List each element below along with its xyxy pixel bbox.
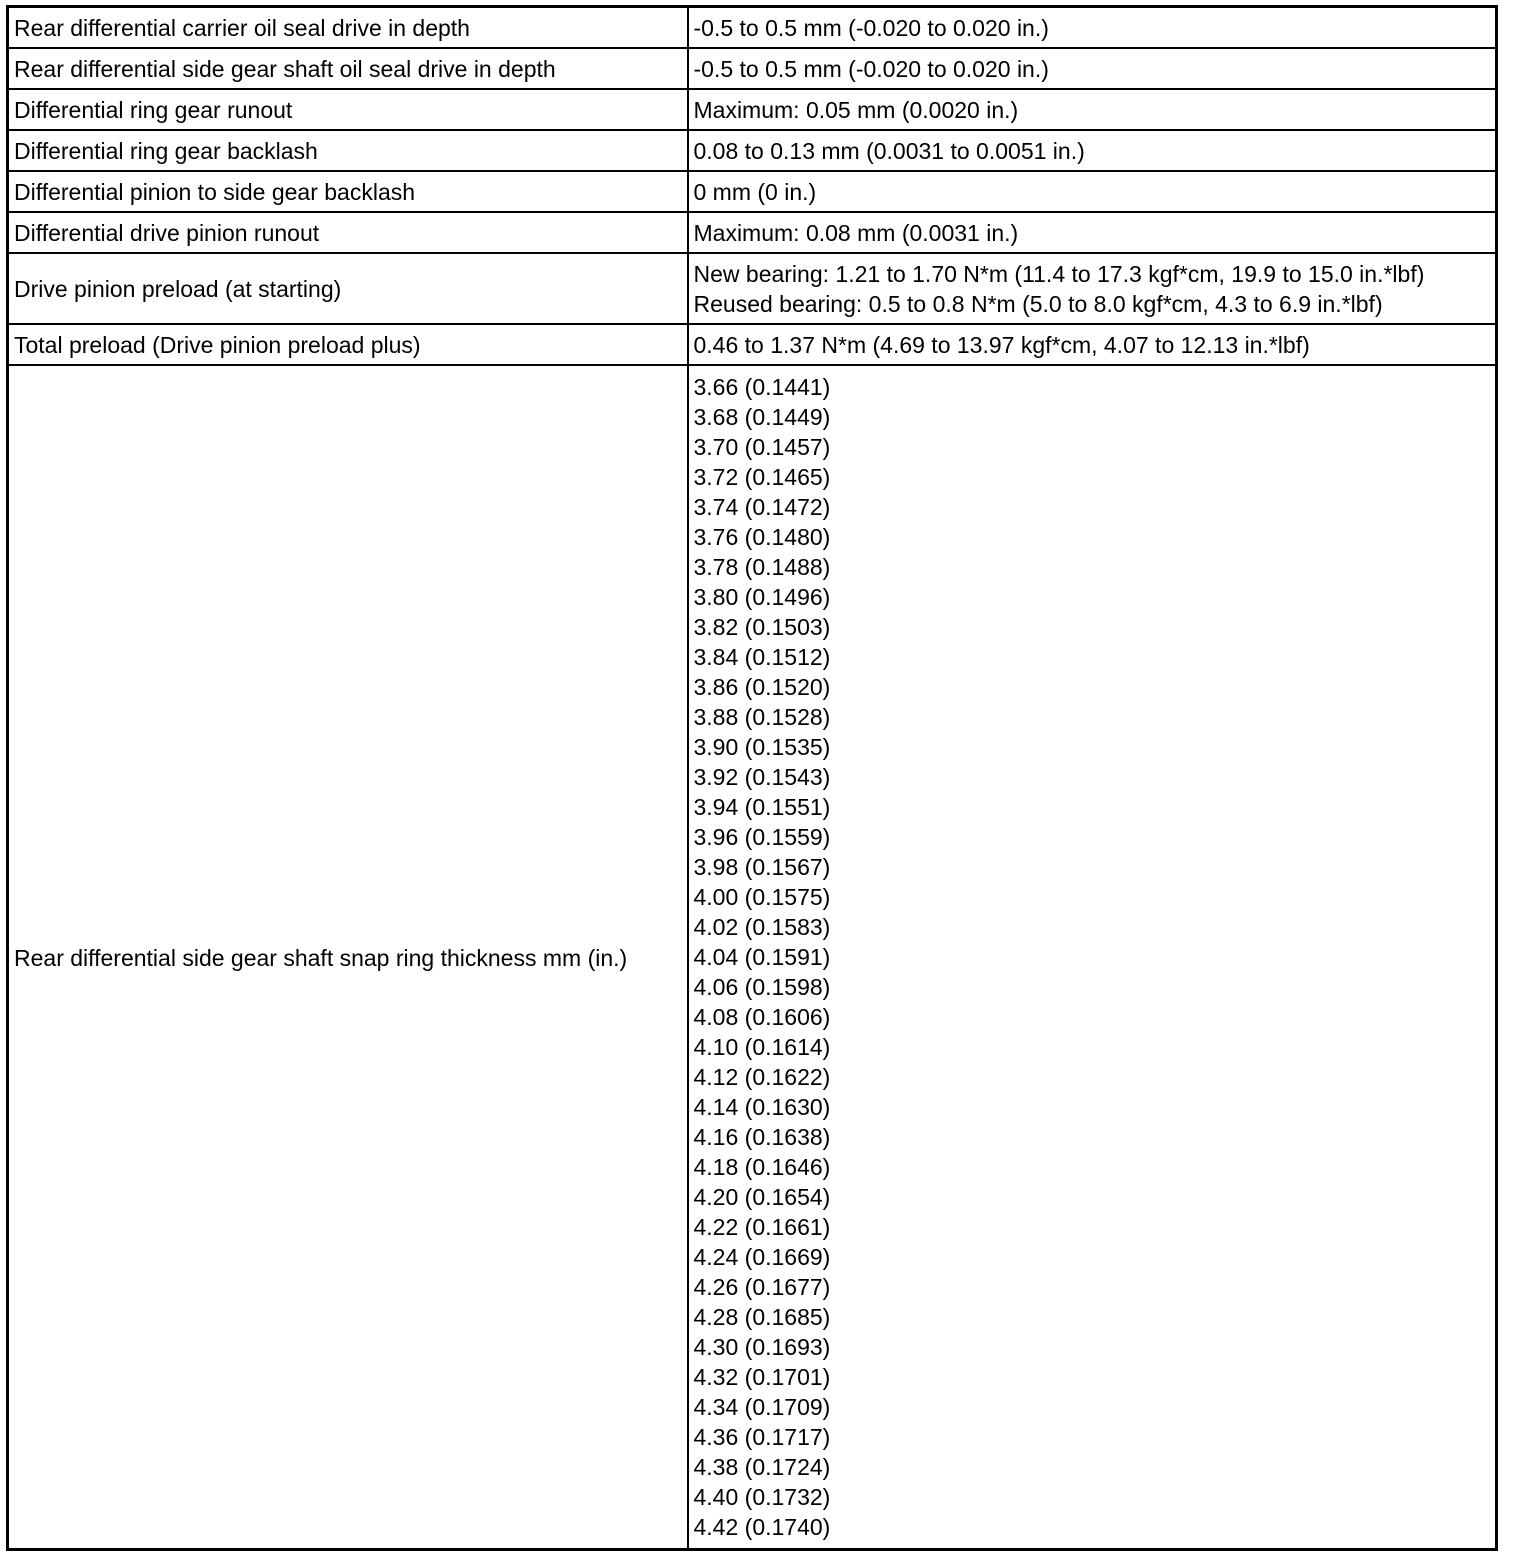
snap-ring-value: 3.90 (0.1535) <box>693 734 831 760</box>
snap-ring-value: 4.18 (0.1646) <box>693 1154 831 1180</box>
snap-ring-value: 3.88 (0.1528) <box>693 704 831 730</box>
snap-ring-thickness-list <box>688 365 1497 1550</box>
snap-ring-value: 3.80 (0.1496) <box>693 584 831 610</box>
snap-ring-value: 4.40 (0.1732) <box>693 1484 831 1510</box>
snap-ring-value: 3.74 (0.1472) <box>693 494 831 520</box>
preload-new-bearing: New bearing: 1.21 to 1.70 N*m (11.4 to 17.3 kgf*cm, 19.9 to 15.0 in.*lbf) <box>693 261 1425 287</box>
snap-ring-value: 4.10 (0.1614) <box>693 1034 831 1060</box>
spec-label: Differential drive pinion runout <box>8 212 688 253</box>
spec-label: Differential ring gear backlash <box>8 130 688 171</box>
specification-table <box>6 5 1498 1551</box>
table-row <box>8 130 1497 171</box>
spec-value: Maximum: 0.08 mm (0.0031 in.) <box>688 212 1497 253</box>
snap-ring-value: 3.92 (0.1543) <box>693 764 831 790</box>
table-row <box>8 324 1497 365</box>
snap-ring-value: 4.20 (0.1654) <box>693 1184 831 1210</box>
spec-label: Rear differential side gear shaft oil seal drive in depth <box>8 48 688 89</box>
snap-ring-value: 4.30 (0.1693) <box>693 1334 831 1360</box>
snap-ring-value: 3.72 (0.1465) <box>693 464 831 490</box>
snap-ring-value: 3.86 (0.1520) <box>693 674 831 700</box>
snap-ring-value: 4.38 (0.1724) <box>693 1454 831 1480</box>
snap-ring-value: 4.04 (0.1591) <box>693 944 831 970</box>
table-row <box>8 212 1497 253</box>
snap-ring-value: 3.68 (0.1449) <box>693 404 831 430</box>
spec-value: 0 mm (0 in.) <box>688 171 1497 212</box>
snap-ring-value: 4.34 (0.1709) <box>693 1394 831 1420</box>
snap-ring-value: 4.28 (0.1685) <box>693 1304 831 1330</box>
spec-label: Rear differential carrier oil seal drive in depth <box>8 7 688 49</box>
spec-value: Maximum: 0.05 mm (0.0020 in.) <box>688 89 1497 130</box>
snap-ring-value: 4.22 (0.1661) <box>693 1214 831 1240</box>
snap-ring-value: 3.94 (0.1551) <box>693 794 831 820</box>
snap-ring-value: 4.36 (0.1717) <box>693 1424 831 1450</box>
snap-ring-value: 3.78 (0.1488) <box>693 554 831 580</box>
snap-ring-value: 3.96 (0.1559) <box>693 824 831 850</box>
snap-ring-value: 4.00 (0.1575) <box>693 884 831 910</box>
preload-reused-bearing: Reused bearing: 0.5 to 0.8 N*m (5.0 to 8.0 kgf*cm, 4.3 to 6.9 in.*lbf) <box>693 291 1383 317</box>
snap-ring-value: 4.06 (0.1598) <box>693 974 831 1000</box>
spec-label: Differential pinion to side gear backlash <box>8 171 688 212</box>
table-row <box>8 48 1497 89</box>
snap-ring-value: 3.70 (0.1457) <box>693 434 831 460</box>
spec-label: Differential ring gear runout <box>8 89 688 130</box>
spec-label: Rear differential side gear shaft snap ring thickness mm (in.) <box>8 365 688 1550</box>
snap-ring-value: 4.14 (0.1630) <box>693 1094 831 1120</box>
spec-label: Drive pinion preload (at starting) <box>8 253 688 324</box>
spec-label: Total preload (Drive pinion preload plus) <box>8 324 688 365</box>
snap-ring-value: 4.24 (0.1669) <box>693 1244 831 1270</box>
snap-ring-value: 4.26 (0.1677) <box>693 1274 831 1300</box>
table-row <box>8 7 1497 49</box>
snap-ring-value: 4.32 (0.1701) <box>693 1364 831 1390</box>
snap-ring-value: 4.02 (0.1583) <box>693 914 831 940</box>
spec-value: -0.5 to 0.5 mm (-0.020 to 0.020 in.) <box>688 48 1497 89</box>
table-row <box>8 89 1497 130</box>
spec-value: -0.5 to 0.5 mm (-0.020 to 0.020 in.) <box>688 7 1497 49</box>
snap-ring-value: 3.82 (0.1503) <box>693 614 831 640</box>
table-row-snap-ring <box>8 365 1497 1550</box>
table-row-preload <box>8 253 1497 324</box>
snap-ring-value: 3.76 (0.1480) <box>693 524 831 550</box>
snap-ring-value: 4.12 (0.1622) <box>693 1064 831 1090</box>
spec-value: 0.46 to 1.37 N*m (4.69 to 13.97 kgf*cm, 4.07 to 12.13 in.*lbf) <box>688 324 1497 365</box>
snap-ring-value: 4.08 (0.1606) <box>693 1004 831 1030</box>
snap-ring-value: 4.16 (0.1638) <box>693 1124 831 1150</box>
spec-value-preload <box>688 253 1497 324</box>
table-row <box>8 171 1497 212</box>
snap-ring-value: 4.42 (0.1740) <box>693 1514 831 1540</box>
spec-value: 0.08 to 0.13 mm (0.0031 to 0.0051 in.) <box>688 130 1497 171</box>
snap-ring-value: 3.98 (0.1567) <box>693 854 831 880</box>
snap-ring-value: 3.84 (0.1512) <box>693 644 831 670</box>
snap-ring-value: 3.66 (0.1441) <box>693 374 831 400</box>
